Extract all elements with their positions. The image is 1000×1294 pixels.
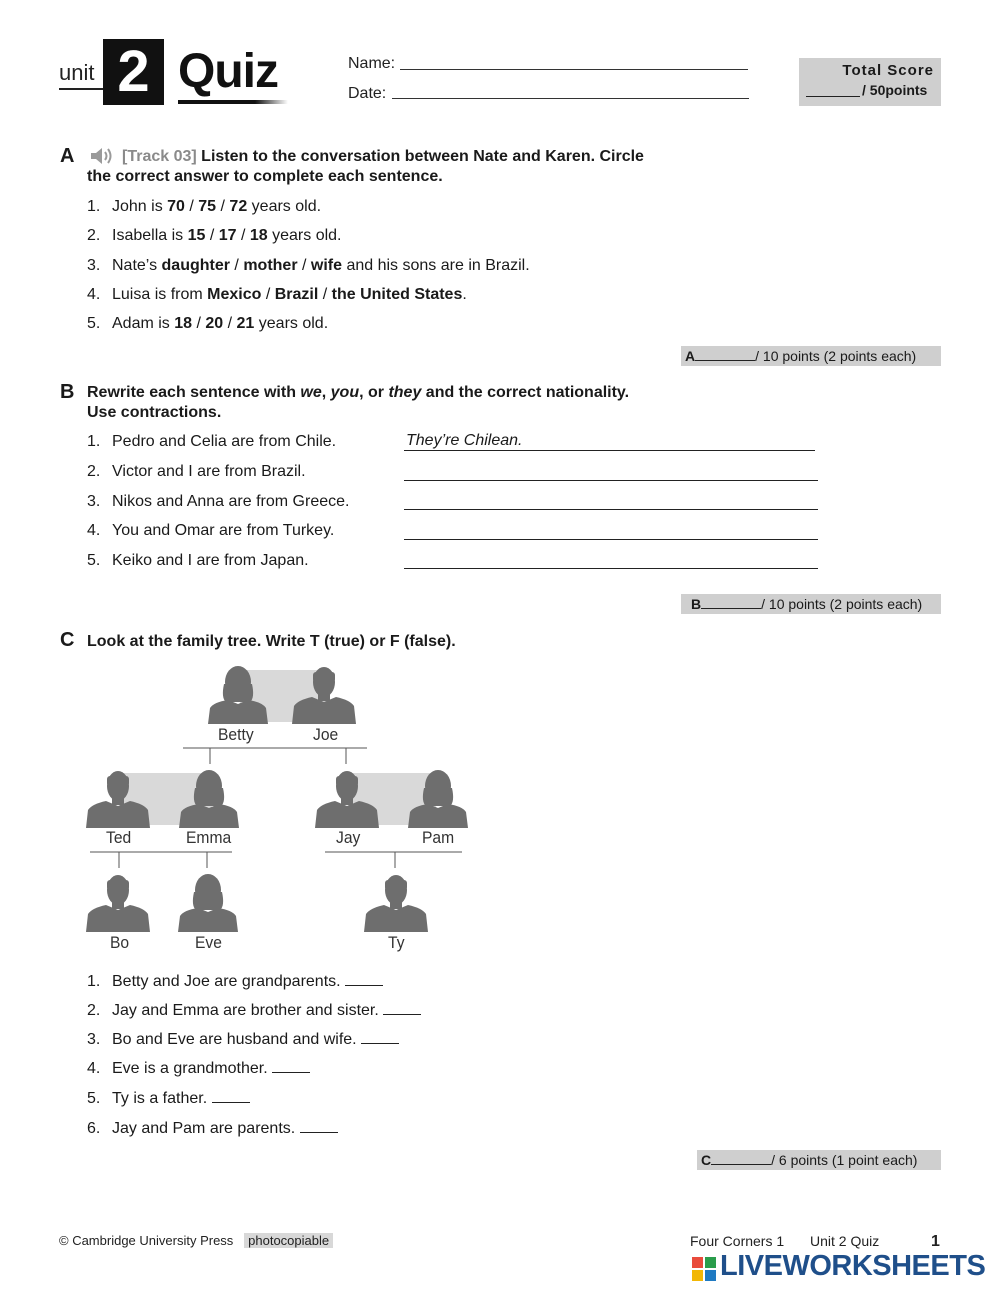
b-answer-line-4[interactable] bbox=[404, 539, 818, 540]
tree-label-emma: Emma bbox=[186, 828, 232, 847]
tf-answer-field[interactable] bbox=[383, 1000, 421, 1015]
b-answer-line-1[interactable] bbox=[404, 450, 815, 451]
a-item-3: 3. Nate’s daughter / mother / wife and his sons are in Brazil. bbox=[87, 257, 530, 274]
tree-label-ty: Ty bbox=[388, 933, 405, 952]
option[interactable]: Brazil bbox=[274, 286, 319, 303]
tf-answer-field[interactable] bbox=[361, 1029, 399, 1044]
b-item-3: 3. Nikos and Anna are from Greece. bbox=[87, 493, 350, 510]
b-item-1: 1. Pedro and Celia are from Chile. bbox=[87, 433, 337, 450]
a-item-2: 2. Isabella is 15 / 17 / 18 years old. bbox=[87, 227, 342, 244]
c-item-1: 1. Betty and Joe are grandparents. bbox=[87, 971, 383, 992]
tree-label-pam: Pam bbox=[422, 828, 455, 847]
liveworksheets-logo[interactable]: LIVEWORKSHEETS bbox=[720, 1250, 986, 1282]
option[interactable]: Mexico bbox=[207, 286, 262, 303]
eve-silhouette bbox=[178, 874, 238, 932]
bo-silhouette bbox=[86, 875, 150, 932]
page-number: 1 bbox=[931, 1233, 940, 1250]
section-c-instruction: Look at the family tree. Write T (true) or F (false). bbox=[87, 633, 456, 650]
date-label: Date: bbox=[348, 85, 387, 102]
option[interactable]: 18 bbox=[174, 315, 193, 332]
option[interactable]: 17 bbox=[218, 227, 237, 244]
section-c-score-field[interactable] bbox=[711, 1152, 771, 1165]
instruction-line1: Listen to the conversation between Nate and Karen. Circle bbox=[201, 148, 644, 165]
b-item-2: 2. Victor and I are from Brazil. bbox=[87, 463, 306, 480]
quiz-footer-title: Unit 2 Quiz bbox=[810, 1233, 880, 1249]
quiz-underline bbox=[178, 100, 288, 104]
b-answer-line-2[interactable] bbox=[404, 480, 818, 481]
option[interactable]: 18 bbox=[249, 227, 268, 244]
section-c-letter: C bbox=[60, 629, 75, 651]
tf-answer-field[interactable] bbox=[272, 1058, 310, 1073]
total-score-field[interactable] bbox=[806, 96, 860, 97]
a-item-4: 4. Luisa is from Mexico / Brazil / the United States. bbox=[87, 286, 467, 303]
option[interactable]: mother bbox=[243, 257, 298, 274]
family-tree bbox=[80, 660, 480, 960]
copyright: © Cambridge University Press photocopiable bbox=[59, 1233, 333, 1248]
option[interactable]: 72 bbox=[229, 198, 248, 215]
option[interactable]: the United States bbox=[331, 286, 463, 303]
section-b-letter: B bbox=[60, 381, 75, 403]
option[interactable]: daughter bbox=[161, 257, 230, 274]
name-field[interactable] bbox=[400, 69, 748, 70]
option[interactable]: 75 bbox=[198, 198, 217, 215]
tf-answer-field[interactable] bbox=[300, 1118, 338, 1133]
section-b-score-field[interactable] bbox=[701, 596, 761, 609]
b-answer-line-3[interactable] bbox=[404, 509, 818, 510]
tree-label-ted: Ted bbox=[106, 828, 132, 847]
track-number: [Track 03] bbox=[122, 148, 197, 165]
option[interactable]: 20 bbox=[205, 315, 224, 332]
section-b-score-box: B / 10 points (2 points each) bbox=[681, 594, 941, 614]
a-item-1: 1. John is 70 / 75 / 72 years old. bbox=[87, 198, 322, 215]
total-points: / 50points bbox=[862, 82, 928, 98]
b-item-5: 5. Keiko and I are from Japan. bbox=[87, 552, 309, 569]
b-answer-line-5[interactable] bbox=[404, 568, 818, 569]
tf-answer-field[interactable] bbox=[345, 971, 383, 986]
c-item-6: 6. Jay and Pam are parents. bbox=[87, 1118, 338, 1139]
liveworksheets-logo-icon bbox=[692, 1257, 716, 1281]
name-label: Name: bbox=[348, 55, 396, 72]
b-example-answer: They’re Chilean. bbox=[406, 432, 523, 449]
option[interactable]: 21 bbox=[236, 315, 255, 332]
tree-label-jay: Jay bbox=[336, 828, 361, 847]
section-b-instruction: Rewrite each sentence with we, you, or they and the correct nationality. bbox=[87, 384, 630, 401]
section-c-score-box: C / 6 points (1 point each) bbox=[697, 1150, 941, 1170]
speaker-icon[interactable] bbox=[89, 146, 117, 166]
c-item-4: 4. Eve is a grandmother. bbox=[87, 1058, 310, 1079]
tree-label-bo: Bo bbox=[110, 933, 130, 952]
option[interactable]: 70 bbox=[167, 198, 185, 215]
section-a-score-box: A / 10 points (2 points each) bbox=[681, 346, 941, 366]
option[interactable]: 15 bbox=[187, 227, 206, 244]
tf-answer-field[interactable] bbox=[212, 1088, 250, 1103]
section-a-instruction bbox=[122, 147, 644, 167]
option[interactable]: wife bbox=[310, 257, 343, 274]
c-item-2: 2. Jay and Emma are brother and sister. bbox=[87, 1000, 421, 1021]
ty-silhouette bbox=[364, 875, 428, 932]
tree-label-eve: Eve bbox=[195, 933, 222, 952]
unit-underline bbox=[59, 88, 103, 90]
c-item-5: 5. Ty is a father. bbox=[87, 1088, 250, 1109]
quiz-title: Quiz bbox=[178, 45, 278, 98]
unit-label: unit bbox=[59, 60, 95, 85]
photocopiable-badge: photocopiable bbox=[244, 1233, 333, 1248]
section-a-score-field[interactable] bbox=[695, 348, 755, 361]
total-score-label: Total Score bbox=[842, 62, 934, 79]
section-a-letter: A bbox=[60, 145, 75, 167]
book-title: Four Corners 1 bbox=[690, 1233, 785, 1249]
b-item-4: 4. You and Omar are from Turkey. bbox=[87, 522, 335, 539]
tree-label-joe: Joe bbox=[313, 725, 339, 744]
section-b-instruction-line2: Use contractions. bbox=[87, 404, 222, 421]
a-item-5: 5. Adam is 18 / 20 / 21 years old. bbox=[87, 315, 329, 332]
date-field[interactable] bbox=[392, 98, 749, 99]
unit-number-badge: 2 bbox=[103, 39, 164, 105]
tree-label-betty: Betty bbox=[218, 725, 254, 744]
c-item-3: 3. Bo and Eve are husband and wife. bbox=[87, 1029, 399, 1050]
section-a-instruction-line2: the correct answer to complete each sentence. bbox=[87, 168, 443, 185]
